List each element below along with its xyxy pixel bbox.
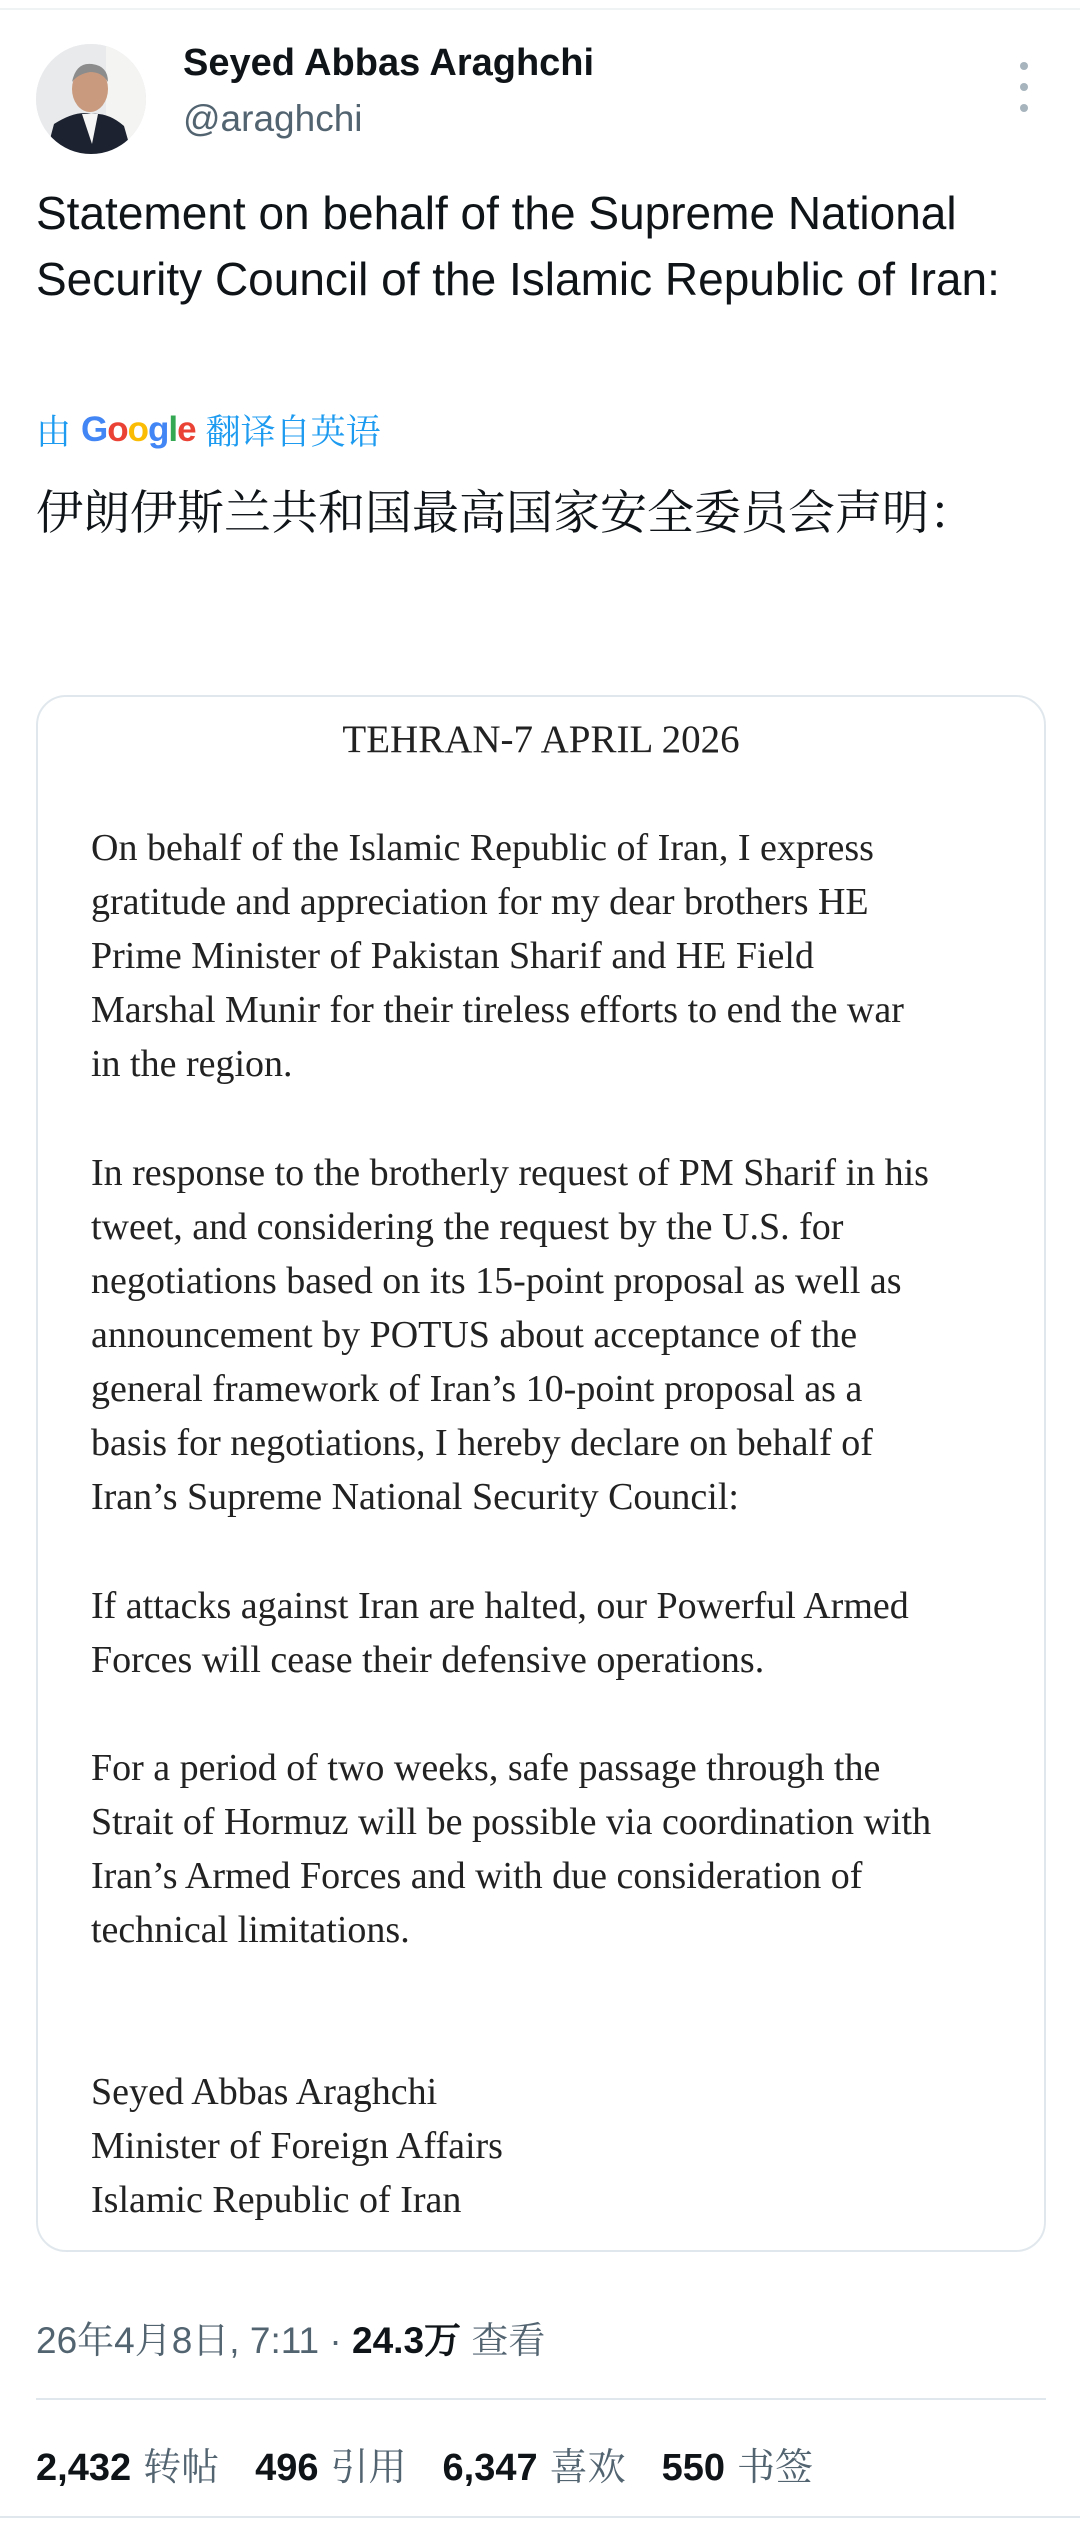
statement-title: TEHRAN-7 APRIL 2026 — [342, 718, 740, 761]
bookmarks-stat[interactable] — [662, 2436, 813, 2491]
line: tweet, and considering the request by the U.S. for — [91, 1206, 844, 1248]
google-logo: Google — [81, 410, 196, 449]
line: basis for negotiations, I hereby declare on behalf of — [91, 1422, 873, 1464]
likes-stat[interactable] — [443, 2436, 626, 2491]
line: gratitude and appreciation for my dear brothers HE — [91, 881, 869, 923]
paragraph — [91, 821, 904, 1091]
bottom-divider — [0, 2516, 1080, 2518]
translated-text: 伊朗伊斯兰共和国最高国家安全委员会声明： — [36, 486, 976, 541]
reposts-label: 转帖 — [143, 2447, 220, 2489]
line: announcement by POTUS about acceptance of the — [91, 1314, 858, 1356]
line: negotiations based on its 15-point proposal as well as — [91, 1260, 902, 1302]
views-count: 24.3万 — [352, 2320, 462, 2361]
bookmarks-count: 550 — [661, 2447, 726, 2489]
views-label: 查看 — [471, 2320, 546, 2361]
paragraph — [91, 1579, 909, 1687]
line: For a period of two weeks, safe passage through the — [91, 1747, 881, 1789]
line: Seyed Abbas Araghchi — [91, 2071, 438, 2113]
avatar-photo-icon — [36, 44, 146, 154]
tweet-meta — [36, 2310, 545, 2364]
line: If attacks against Iran are halted, our Powerful Armed — [91, 1585, 909, 1627]
quotes-stat[interactable] — [255, 2436, 406, 2491]
line: Forces will cease their defensive operations. — [91, 1639, 765, 1681]
line: general framework of Iran’s 10-point proposal as a — [91, 1368, 863, 1410]
signature-block — [91, 2065, 503, 2227]
quotes-label: 引用 — [330, 2447, 407, 2489]
likes-count: 6,347 — [442, 2447, 538, 2489]
author-name[interactable]: Seyed Abbas Araghchi — [183, 42, 595, 84]
timestamp[interactable]: 26年4月8日, 7:11 — [36, 2320, 320, 2361]
author-handle[interactable]: @araghchi — [183, 98, 363, 139]
line: Marshal Munir for their tireless efforts to end the war — [91, 989, 904, 1031]
reposts-stat[interactable] — [36, 2436, 219, 2491]
line: Prime Minister of Pakistan Sharif and HE Field — [91, 935, 814, 977]
line: Minister of Foreign Affairs — [91, 2125, 503, 2167]
likes-label: 喜欢 — [549, 2447, 626, 2489]
divider — [36, 2398, 1046, 2400]
bookmarks-label: 书签 — [737, 2447, 814, 2489]
translation-attribution[interactable] — [36, 405, 381, 455]
line: Islamic Republic of Iran — [91, 2179, 462, 2221]
avatar[interactable] — [36, 44, 146, 154]
line: On behalf of the Islamic Republic of Iran, I express — [91, 827, 874, 869]
paragraph — [91, 1146, 929, 1524]
translation-suffix: 翻译自英语 — [205, 413, 381, 452]
top-divider — [0, 0, 1080, 10]
paragraph — [91, 1741, 931, 1957]
tweet-text: Statement on behalf of the Supreme National Security Council of the Islamic Republic of Iran: — [36, 187, 1000, 305]
line: Iran’s Armed Forces and with due consideration of — [91, 1855, 863, 1897]
engagement-stats — [36, 2436, 813, 2491]
statement-image[interactable] — [36, 695, 1046, 2252]
line: Strait of Hormuz will be possible via coordination with — [91, 1801, 932, 1843]
line: Iran’s Supreme National Security Council: — [91, 1476, 739, 1518]
separator-dot: · — [329, 2320, 342, 2361]
quotes-count: 496 — [255, 2447, 319, 2489]
line: technical limitations. — [91, 1909, 410, 1951]
line: in the region. — [91, 1043, 293, 1085]
translation-prefix: 由 — [36, 413, 72, 452]
line: In response to the brotherly request of PM Sharif in his — [91, 1152, 929, 1194]
more-options-icon[interactable] — [1010, 62, 1038, 112]
reposts-count: 2,432 — [36, 2447, 132, 2489]
